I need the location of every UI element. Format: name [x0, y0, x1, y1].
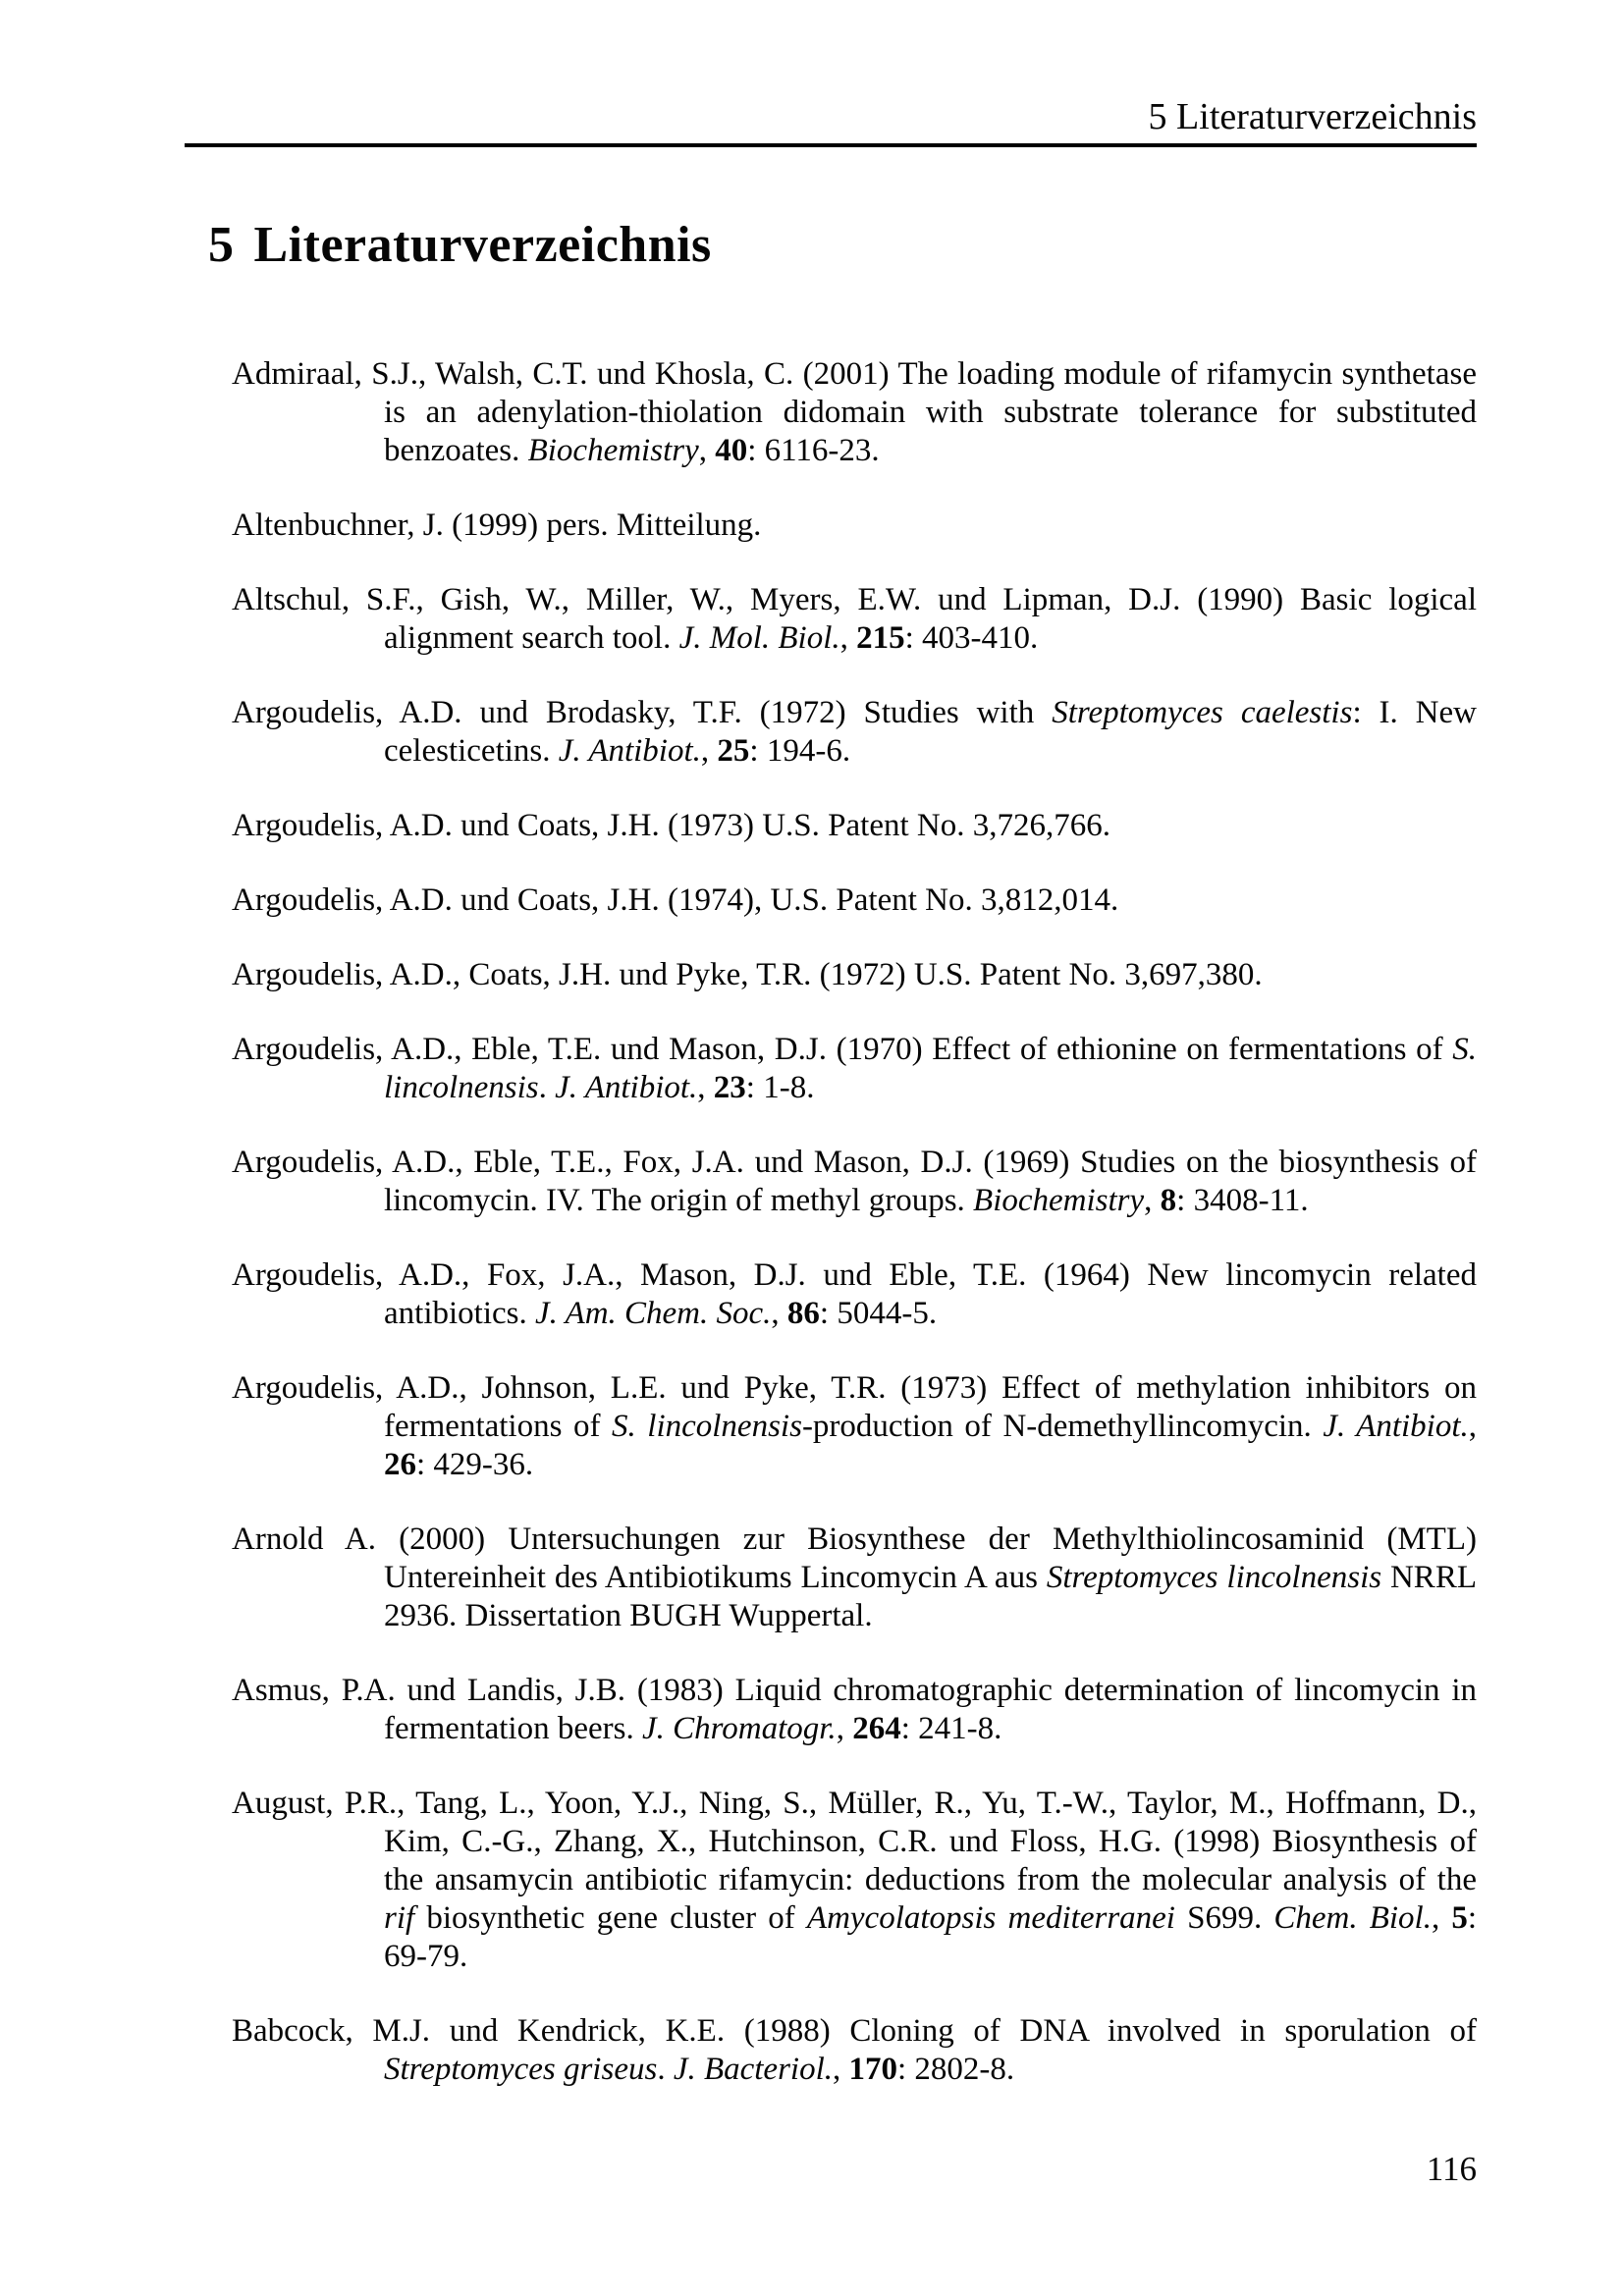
reference-segment: : 6116-23.: [747, 433, 880, 468]
reference-segment: ,: [698, 433, 716, 468]
reference-segment: : 69-79.: [384, 1900, 1478, 1974]
reference-segment: J. Antibiot.: [558, 733, 701, 769]
reference-segment: Altenbuchner, J. (1999) pers. Mitteilung.: [232, 507, 762, 543]
reference-segment: biosynthetic gene cluster of: [414, 1900, 807, 1936]
section-heading: [208, 216, 712, 275]
reference-segment: Streptomyces caelestis: [1052, 695, 1353, 730]
reference-segment: ,: [839, 620, 857, 656]
reference-segment: Babcock, M.J. und Kendrick, K.E. (1988) Cloning of DNA involved in sporulation of: [232, 2013, 1477, 2049]
reference-segment: Argoudelis, A.D., Eble, T.E., Fox, J.A. und Mason, D.J. (1969) Studies on the biosynthesis of lincomycin. IV. The origin of methyl groups.: [232, 1145, 1477, 1218]
header-rule: [185, 143, 1477, 147]
reference-segment: 25: [717, 733, 750, 769]
reference-segment: Streptomyces griseus: [384, 2052, 658, 2087]
reference-segment: J. Antibiot.: [555, 1070, 698, 1105]
reference-segment: August, P.R., Tang, L., Yoon, Y.J., Ning, S., Müller, R., Yu, T.-W., Taylor, M., Hoffmann, D., Kim, C.-G., Zhang, X., Hutchinson, C.R. und Floss, H.G. (1998) Biosynthesis of the ansamycin antibiotic rifamycin: deductions from the molecular analysis of the: [232, 1786, 1477, 1897]
reference-segment: : 5044-5.: [819, 1296, 938, 1331]
reference-segment: Argoudelis, A.D. und Brodasky, T.F. (1972) Studies with: [232, 695, 1053, 730]
reference-segment: J. Chromatogr.: [641, 1711, 837, 1746]
reference-segment: Amycolatopsis mediterranei: [806, 1900, 1175, 1936]
reference-segment: : 194-6.: [749, 733, 851, 769]
reference-list: [232, 355, 1477, 2125]
reference-entry: [232, 1031, 1477, 1107]
reference-entry: [232, 956, 1477, 994]
reference-segment: J. Antibiot.: [1323, 1409, 1469, 1444]
reference-entry: [232, 881, 1477, 920]
reference-segment: Asmus, P.A. und Landis, J.B. (1983) Liquid chromatographic determination of lincomycin in fermentation beers.: [232, 1673, 1477, 1746]
reference-segment: rif: [384, 1900, 415, 1936]
reference-segment: J. Mol. Biol.: [678, 620, 840, 656]
reference-segment: : 403-410.: [904, 620, 1039, 656]
reference-segment: ,: [1144, 1183, 1161, 1218]
reference-segment: 215: [856, 620, 905, 656]
reference-segment: 8: [1160, 1183, 1177, 1218]
reference-segment: 26: [384, 1447, 416, 1482]
reference-segment: : 2802-8.: [897, 2052, 1015, 2087]
reference-entry: [232, 1144, 1477, 1220]
reference-segment: J. Bacteriol.: [673, 2052, 834, 2087]
reference-segment: ,: [1468, 1409, 1477, 1444]
reference-segment: .: [538, 1070, 556, 1105]
reference-segment: : 429-36.: [416, 1447, 534, 1482]
reference-segment: ,: [1431, 1900, 1452, 1936]
reference-segment: Altschul, S.F., Gish, W., Miller, W., Myers, E.W. und Lipman, D.J. (1990) Basic logical alignment search tool.: [232, 582, 1477, 656]
reference-entry: [232, 694, 1477, 771]
reference-segment: Arnold A. (2000) Untersuchungen zur Biosynthese der Methylthiolincosaminid (MTL) Untereinheit des Antibiotikums Lincomycin A aus: [232, 1522, 1477, 1595]
reference-segment: Chem. Biol.: [1273, 1900, 1432, 1936]
page-number: 116: [1426, 2150, 1477, 2188]
reference-segment: 5: [1451, 1900, 1468, 1936]
reference-segment: ,: [771, 1296, 787, 1331]
reference-segment: 23: [713, 1070, 746, 1105]
reference-segment: Argoudelis, A.D., Eble, T.E. und Mason, D.J. (1970) Effect of ethionine on fermentations of: [232, 1032, 1453, 1067]
reference-segment: Biochemistry: [973, 1183, 1145, 1218]
running-header: 5 Literaturverzeichnis: [1148, 96, 1477, 137]
reference-entry: [232, 581, 1477, 658]
reference-segment: S. lincolnensis: [612, 1409, 802, 1444]
reference-entry: [232, 1369, 1477, 1484]
reference-entry: [232, 807, 1477, 845]
reference-segment: Argoudelis, A.D., Coats, J.H. und Pyke, T.R. (1972) U.S. Patent No. 3,697,380.: [232, 957, 1263, 992]
reference-segment: Argoudelis, A.D. und Coats, J.H. (1974), U.S. Patent No. 3,812,014.: [232, 882, 1119, 918]
reference-segment: Argoudelis, A.D., Johnson, L.E. und Pyke, T.R. (1973) Effect of methylation inhibitors on fermentations of: [232, 1370, 1477, 1444]
reference-segment: 170: [848, 2052, 898, 2087]
reference-segment: Argoudelis, A.D. und Coats, J.H. (1973) U.S. Patent No. 3,726,766.: [232, 808, 1110, 843]
reference-segment: .: [657, 2052, 674, 2087]
reference-segment: : 1-8.: [745, 1070, 815, 1105]
reference-entry: [232, 507, 1477, 545]
reference-entry: [232, 1785, 1477, 1976]
reference-entry: [232, 1256, 1477, 1333]
reference-segment: S699.: [1174, 1900, 1274, 1936]
reference-segment: : 241-8.: [900, 1711, 1002, 1746]
section-heading-title: Literaturverzeichnis: [253, 217, 712, 273]
reference-entry: [232, 1521, 1477, 1635]
reference-segment: : I. New celesticetins.: [384, 695, 1477, 769]
section-heading-number: 5: [208, 217, 235, 273]
reference-segment: : 3408-11.: [1176, 1183, 1309, 1218]
reference-segment: NRRL 2936. Dissertation BUGH Wuppertal.: [384, 1560, 1477, 1633]
reference-entry: [232, 355, 1477, 470]
reference-segment: ,: [697, 1070, 714, 1105]
reference-segment: S. lincolnensis: [384, 1032, 1477, 1105]
reference-segment: Biochemistry: [527, 433, 699, 468]
reference-segment: Argoudelis, A.D., Fox, J.A., Mason, D.J. und Eble, T.E. (1964) New lincomycin related antibiotics.: [232, 1257, 1477, 1331]
reference-segment: ,: [833, 2052, 849, 2087]
reference-entry: [232, 1672, 1477, 1748]
reference-segment: 86: [786, 1296, 820, 1331]
reference-segment: Admiraal, S.J., Walsh, C.T. und Khosla, C. (2001) The loading module of rifamycin synthetase is an adenylation-thiolation didomain with substrate tolerance for substituted benzoates.: [232, 356, 1477, 468]
reference-segment: Streptomyces lincolnensis: [1046, 1560, 1382, 1595]
reference-segment: 264: [852, 1711, 901, 1746]
reference-entry: [232, 2012, 1477, 2089]
reference-segment: -production of N-demethyllincomycin.: [801, 1409, 1324, 1444]
reference-segment: J. Am. Chem. Soc.: [534, 1296, 772, 1331]
reference-segment: 40: [715, 433, 748, 468]
reference-segment: ,: [700, 733, 718, 769]
reference-segment: ,: [836, 1711, 853, 1746]
